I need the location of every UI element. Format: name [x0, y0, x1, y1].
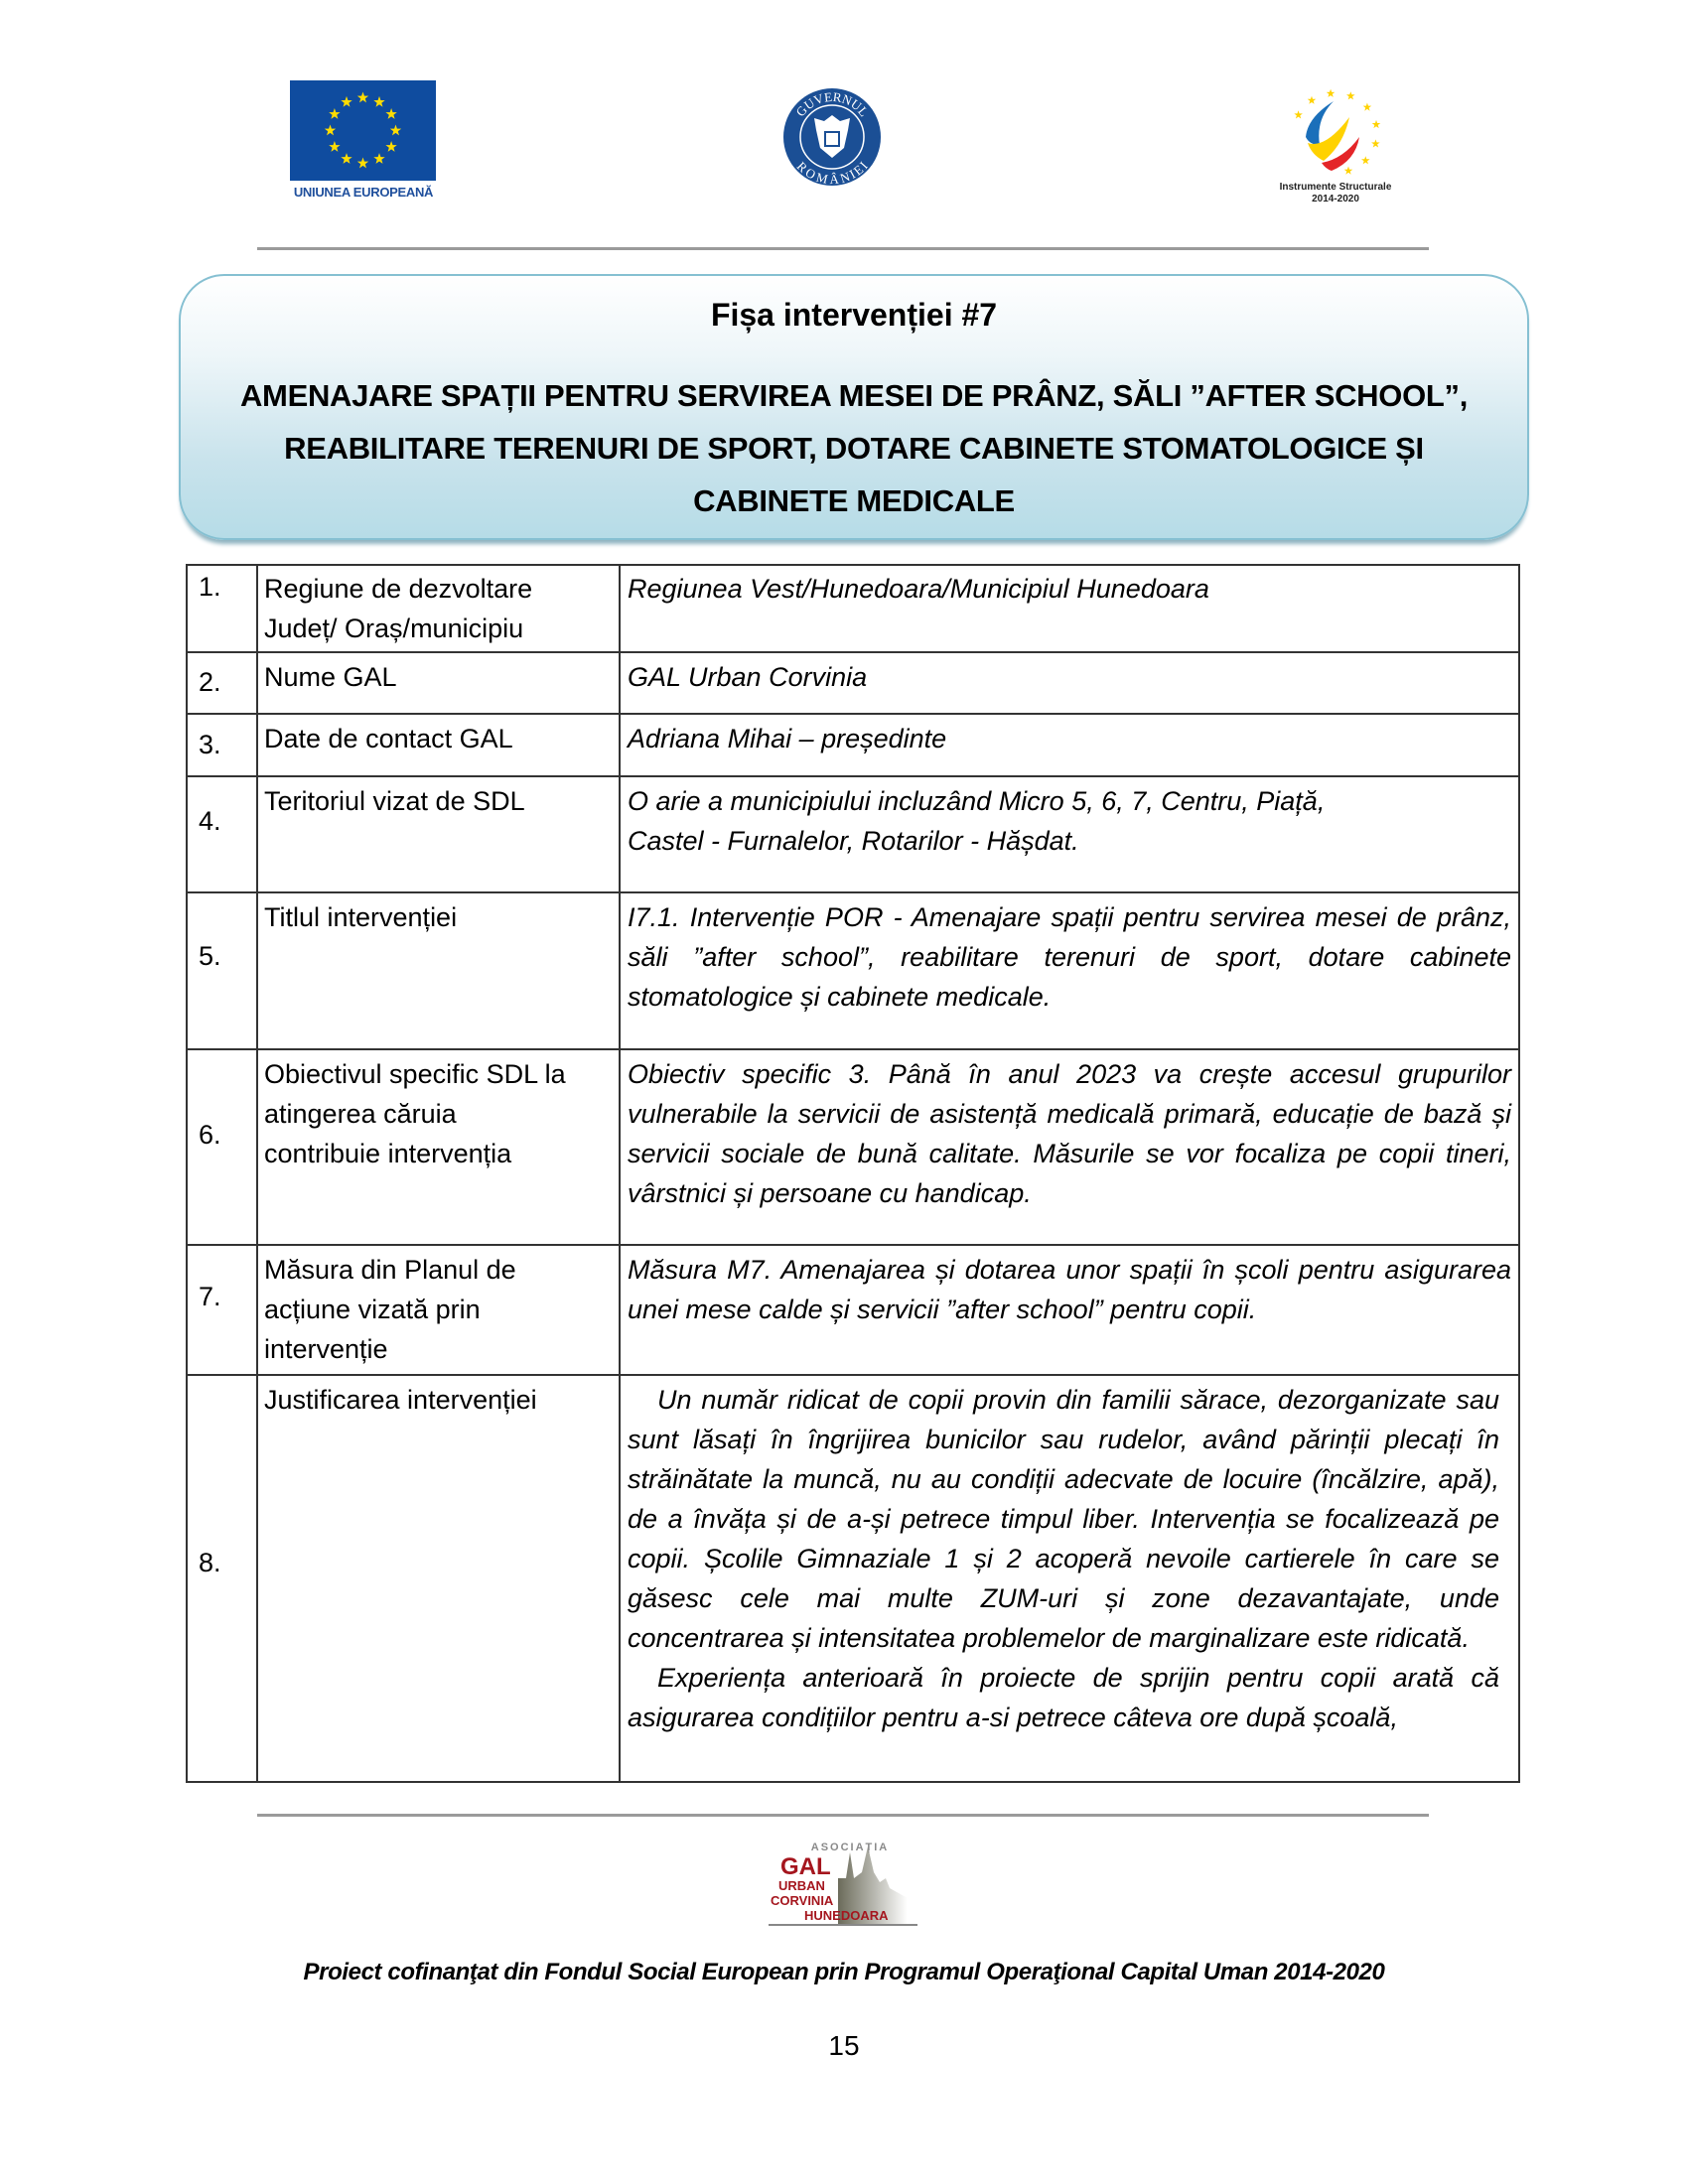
row-value: Regiunea Vest/Hunedoara/Municipiul Hunedoara: [628, 574, 1209, 604]
label-line: Județ/ Oraș/municipiu: [264, 614, 524, 643]
row-number: 3.: [199, 730, 221, 759]
row-number: 8.: [199, 1548, 221, 1577]
label-line: Măsura din Planul de: [264, 1255, 516, 1285]
row-number: 4.: [199, 806, 221, 836]
justification-paragraph: Un număr ridicat de copii provin din familii sărace, dezorganizate sau sunt lăsați în îngrijirea bunicilor sau rudelor, având părinții plecați în străinătate la muncă, nu au condiții adecvate de locuire (încălzire, apă), de a învăța și de a-și petrece timpul liber. Intervenția se focalizează pe copii. Școlile Gimnaziale 1 și 2 acoperă nevoile cartierele în care se găsesc cele mai multe ZUM-uri și zone dezavantajate, unde concentrarea și intensitatea problemelor de marginalizare este ridicată.: [628, 1385, 1499, 1653]
label-line: contribuie intervenția: [264, 1139, 512, 1168]
star-icon: [357, 158, 368, 169]
row-label: Teritoriul vizat de SDL: [264, 786, 525, 816]
gal-logo-line: HUNEDOARA: [804, 1908, 889, 1923]
row-divider: [186, 651, 1520, 653]
eu-flag-logo: [290, 80, 436, 181]
label-line: atingerea căruia: [264, 1099, 457, 1129]
row-value: [628, 781, 1511, 861]
is-label-line1: Instrumente Structurale: [1279, 182, 1392, 193]
row-divider: [186, 1244, 1520, 1246]
row-number: 1.: [199, 572, 221, 602]
title-line: CABINETE MEDICALE: [693, 483, 1015, 518]
row-value: I7.1. Intervenție POR - Amenajare spații pentru servirea mesei de prânz, săli ”after school”, reabilitare terenuri de sport, dotare cabinete stomatologice și cabinete medicale.: [628, 902, 1511, 1012]
row-divider: [186, 775, 1520, 777]
instrumente-structurale-label: [1246, 182, 1425, 205]
row-label: [264, 1250, 617, 1369]
guvernul-romaniei-seal-logo: [782, 87, 882, 187]
star-icon: [1327, 89, 1336, 97]
star-icon: [341, 153, 352, 164]
column-divider: [256, 564, 258, 1783]
label-line: intervenție: [264, 1334, 388, 1364]
gal-urban-corvinia-logo: [769, 1839, 917, 1934]
row-label: Titlul intervenției: [264, 902, 458, 932]
row-divider: [186, 891, 1520, 893]
star-icon: [1308, 96, 1317, 104]
star-icon: [1371, 139, 1380, 147]
gal-logo-line: GAL: [780, 1853, 831, 1880]
label-line: acțiune vizată prin: [264, 1295, 481, 1324]
page-number: 15: [828, 2030, 860, 2061]
star-icon: [341, 96, 352, 107]
star-icon: [357, 92, 368, 103]
star-icon: [1372, 120, 1381, 128]
row-divider: [186, 1374, 1520, 1376]
star-icon: [373, 153, 384, 164]
star-icon: [1344, 167, 1353, 175]
funding-statement: Proiect cofinanţat din Fondul Social European prin Programul Operaţional Capital Uman 2014-2020: [303, 1959, 1385, 1985]
gal-logo-line: CORVINIA: [771, 1893, 834, 1908]
star-icon: [329, 108, 340, 119]
row-label: [264, 569, 617, 648]
gal-logo-line: URBAN: [778, 1878, 825, 1893]
row-number: 7.: [199, 1282, 221, 1311]
intervention-title: [199, 369, 1509, 527]
seal-bottom-text: ROMÂNIEI: [793, 158, 871, 187]
label-line: Obiectivul specific SDL la: [264, 1059, 566, 1089]
row-label: Date de contact GAL: [264, 724, 513, 753]
gal-logo-line: ASOCIAȚIA: [810, 1842, 890, 1853]
row-value: GAL Urban Corvinia: [628, 662, 868, 692]
star-icon: [1346, 91, 1355, 99]
justification-paragraph: Experiența anterioară în proiecte de sprijin pentru copii arată că asigurarea condițiilor pentru a-si petrece câteva ore după școală,: [628, 1663, 1499, 1732]
instrumente-structurale-logo: [1286, 87, 1385, 179]
is-label-line2: 2014-2020: [1312, 194, 1359, 205]
star-icon: [329, 141, 340, 152]
header-divider: [257, 247, 1429, 250]
star-icon: [1361, 156, 1370, 164]
row-number: 2.: [199, 667, 221, 697]
row-label: Nume GAL: [264, 662, 397, 692]
footer-divider: [257, 1814, 1429, 1817]
row-value: Adriana Mihai – președinte: [628, 724, 947, 753]
star-icon: [385, 108, 396, 119]
star-icon: [385, 141, 396, 152]
row-value: Obiectiv specific 3. Până în anul 2023 va crește accesul grupurilor vulnerabile la servicii de asistență medicală primară, educație de bază și servicii sociale de bună calitate. Măsurile se vor focaliza pe copii tineri, vârstnici și persoane cu handicap.: [628, 1059, 1511, 1208]
label-line: Regiune de dezvoltare: [264, 574, 533, 604]
column-divider: [619, 564, 621, 1783]
title-line: REABILITARE TERENURI DE SPORT, DOTARE CABINETE STOMATOLOGICE ȘI: [284, 431, 1424, 466]
eu-logo-label: UNIUNEA EUROPEANĂ: [293, 185, 434, 200]
title-line: AMENAJARE SPAȚII PENTRU SERVIREA MESEI DE PRÂNZ, SĂLI ”AFTER SCHOOL”,: [239, 378, 1469, 413]
star-icon: [390, 125, 401, 136]
star-icon: [373, 96, 384, 107]
row-number: 6.: [199, 1120, 221, 1150]
row-label: Justificarea intervenției: [264, 1385, 537, 1415]
star-icon: [1294, 110, 1303, 118]
star-icon: [1363, 103, 1372, 111]
row-divider: [186, 713, 1520, 715]
row-value: Măsura M7. Amenajarea și dotarea unor spații în școli pentru asigurarea unei mese calde și servicii ”after school” pentru copii.: [628, 1255, 1511, 1324]
eu-stars-icon: [290, 80, 436, 181]
value-line: O arie a municipiului incluzând Micro 5, 6, 7, Centru, Piață,: [628, 786, 1326, 816]
star-icon: [325, 125, 336, 136]
row-divider: [186, 1048, 1520, 1050]
seal-top-text: GUVERNUL: [792, 88, 872, 120]
value-line: Castel - Furnalelor, Rotarilor - Hășdat.: [628, 826, 1079, 856]
row-label: [264, 1054, 617, 1173]
row-value: [628, 1380, 1499, 1737]
intervention-sheet-number: Fișa intervenției #7: [710, 297, 998, 333]
row-number: 5.: [199, 941, 221, 971]
